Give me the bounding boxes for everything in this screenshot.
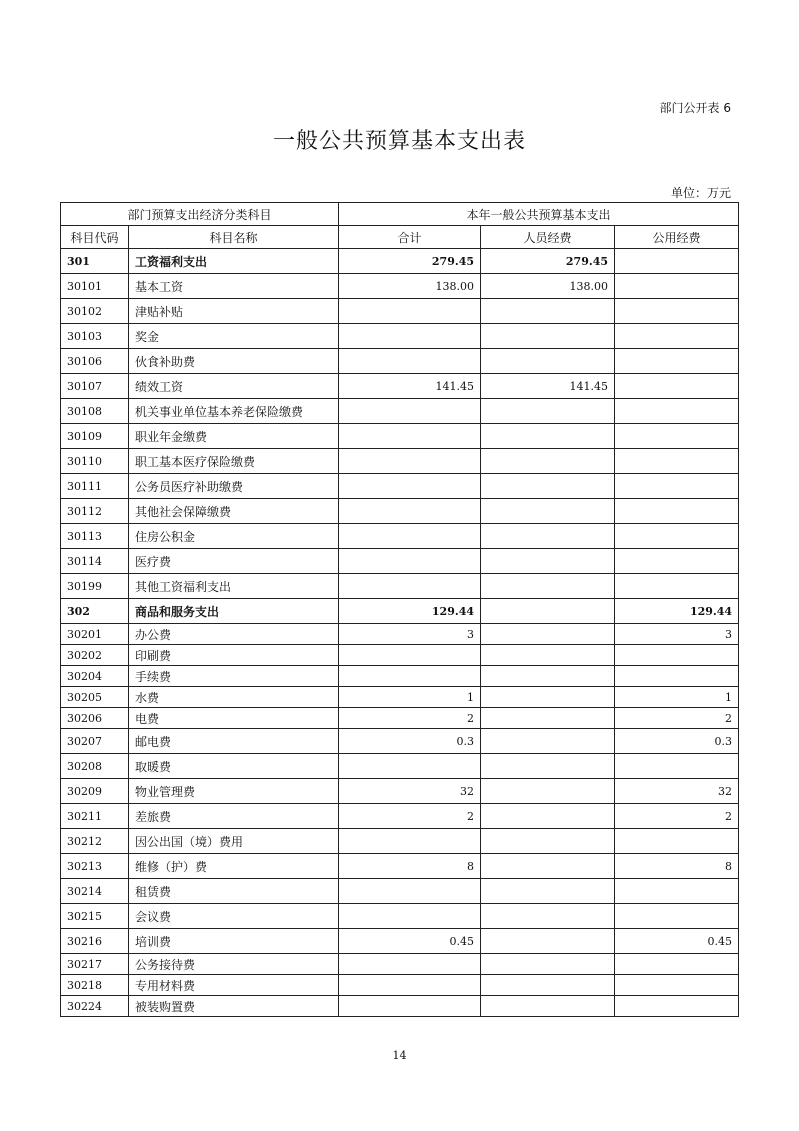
cell-personnel bbox=[481, 854, 615, 879]
cell-code: 30212 bbox=[61, 829, 129, 854]
cell-personnel bbox=[481, 829, 615, 854]
cell-total bbox=[339, 645, 481, 666]
table-row bbox=[61, 249, 739, 274]
cell-personnel bbox=[481, 424, 615, 449]
column-header-personnel: 人员经费 bbox=[481, 226, 615, 249]
cell-total bbox=[339, 904, 481, 929]
table-row bbox=[61, 879, 739, 904]
table-row bbox=[61, 708, 739, 729]
cell-name: 公务员医疗补助缴费 bbox=[129, 474, 339, 499]
group-header-classification: 部门预算支出经济分类科目 bbox=[61, 203, 339, 226]
cell-public: 1 bbox=[615, 687, 739, 708]
cell-total: 3 bbox=[339, 624, 481, 645]
cell-total bbox=[339, 299, 481, 324]
cell-public bbox=[615, 349, 739, 374]
cell-code: 30206 bbox=[61, 708, 129, 729]
cell-personnel bbox=[481, 954, 615, 975]
cell-total bbox=[339, 474, 481, 499]
cell-code: 30114 bbox=[61, 549, 129, 574]
table-row bbox=[61, 449, 739, 474]
cell-name: 津贴补贴 bbox=[129, 299, 339, 324]
cell-code: 30209 bbox=[61, 779, 129, 804]
column-header-public: 公用经费 bbox=[615, 226, 739, 249]
budget-table bbox=[60, 202, 739, 1017]
table-row bbox=[61, 779, 739, 804]
cell-total bbox=[339, 996, 481, 1017]
cell-total: 2 bbox=[339, 804, 481, 829]
table-row bbox=[61, 804, 739, 829]
cell-name: 电费 bbox=[129, 708, 339, 729]
cell-code: 30205 bbox=[61, 687, 129, 708]
cell-public bbox=[615, 399, 739, 424]
cell-name: 其他社会保障缴费 bbox=[129, 499, 339, 524]
table-row bbox=[61, 829, 739, 854]
cell-personnel bbox=[481, 624, 615, 645]
cell-code: 30109 bbox=[61, 424, 129, 449]
cell-public: 3 bbox=[615, 624, 739, 645]
cell-code: 30217 bbox=[61, 954, 129, 975]
cell-total: 32 bbox=[339, 779, 481, 804]
cell-personnel bbox=[481, 449, 615, 474]
cell-name: 基本工资 bbox=[129, 274, 339, 299]
cell-personnel bbox=[481, 708, 615, 729]
cell-name: 因公出国（境）费用 bbox=[129, 829, 339, 854]
table-row bbox=[61, 975, 739, 996]
table-row bbox=[61, 349, 739, 374]
table-row bbox=[61, 666, 739, 687]
cell-code: 30107 bbox=[61, 374, 129, 399]
cell-public bbox=[615, 549, 739, 574]
table-row bbox=[61, 399, 739, 424]
cell-code: 30208 bbox=[61, 754, 129, 779]
cell-code: 30113 bbox=[61, 524, 129, 549]
cell-public bbox=[615, 249, 739, 274]
cell-public: 8 bbox=[615, 854, 739, 879]
cell-code: 30204 bbox=[61, 666, 129, 687]
cell-code: 30218 bbox=[61, 975, 129, 996]
cell-public bbox=[615, 754, 739, 779]
cell-personnel bbox=[481, 574, 615, 599]
cell-total bbox=[339, 879, 481, 904]
cell-code: 30111 bbox=[61, 474, 129, 499]
cell-personnel bbox=[481, 804, 615, 829]
table-row bbox=[61, 549, 739, 574]
cell-personnel bbox=[481, 599, 615, 624]
cell-name: 取暖费 bbox=[129, 754, 339, 779]
cell-total: 141.45 bbox=[339, 374, 481, 399]
column-header-total: 合计 bbox=[339, 226, 481, 249]
cell-public bbox=[615, 299, 739, 324]
table-row bbox=[61, 524, 739, 549]
cell-total bbox=[339, 829, 481, 854]
cell-personnel bbox=[481, 754, 615, 779]
cell-code: 302 bbox=[61, 599, 129, 624]
cell-total bbox=[339, 449, 481, 474]
cell-personnel bbox=[481, 324, 615, 349]
cell-code: 30215 bbox=[61, 904, 129, 929]
cell-name: 办公费 bbox=[129, 624, 339, 645]
table-row bbox=[61, 854, 739, 879]
table-row bbox=[61, 904, 739, 929]
cell-personnel bbox=[481, 729, 615, 754]
cell-code: 301 bbox=[61, 249, 129, 274]
cell-public bbox=[615, 499, 739, 524]
cell-personnel bbox=[481, 299, 615, 324]
cell-total bbox=[339, 424, 481, 449]
cell-public bbox=[615, 574, 739, 599]
cell-code: 30199 bbox=[61, 574, 129, 599]
cell-personnel bbox=[481, 779, 615, 804]
table-row bbox=[61, 324, 739, 349]
cell-code: 30214 bbox=[61, 879, 129, 904]
cell-total bbox=[339, 975, 481, 996]
cell-name: 印刷费 bbox=[129, 645, 339, 666]
cell-personnel bbox=[481, 349, 615, 374]
table-row bbox=[61, 574, 739, 599]
cell-public bbox=[615, 954, 739, 975]
table-row bbox=[61, 299, 739, 324]
cell-total bbox=[339, 954, 481, 975]
page-title: 一般公共预算基本支出表 bbox=[272, 129, 526, 154]
cell-personnel bbox=[481, 929, 615, 954]
cell-code: 30103 bbox=[61, 324, 129, 349]
table-row bbox=[61, 929, 739, 954]
cell-name: 伙食补助费 bbox=[129, 349, 339, 374]
cell-personnel bbox=[481, 904, 615, 929]
table-row bbox=[61, 687, 739, 708]
cell-total bbox=[339, 399, 481, 424]
cell-total bbox=[339, 549, 481, 574]
cell-code: 30216 bbox=[61, 929, 129, 954]
cell-personnel bbox=[481, 499, 615, 524]
cell-total: 8 bbox=[339, 854, 481, 879]
cell-name: 绩效工资 bbox=[129, 374, 339, 399]
cell-personnel bbox=[481, 687, 615, 708]
cell-code: 30101 bbox=[61, 274, 129, 299]
cell-name: 商品和服务支出 bbox=[129, 599, 339, 624]
cell-total: 138.00 bbox=[339, 274, 481, 299]
table-row bbox=[61, 954, 739, 975]
cell-public: 32 bbox=[615, 779, 739, 804]
cell-total bbox=[339, 524, 481, 549]
form-number: 部门公开表 6 bbox=[659, 101, 731, 115]
table-body bbox=[61, 249, 739, 1017]
cell-name: 培训费 bbox=[129, 929, 339, 954]
cell-total bbox=[339, 754, 481, 779]
cell-personnel bbox=[481, 399, 615, 424]
cell-code: 30108 bbox=[61, 399, 129, 424]
cell-public bbox=[615, 274, 739, 299]
page-number: 14 bbox=[392, 1049, 407, 1062]
group-header-row bbox=[61, 203, 739, 226]
cell-personnel: 279.45 bbox=[481, 249, 615, 274]
cell-public bbox=[615, 374, 739, 399]
cell-total: 129.44 bbox=[339, 599, 481, 624]
cell-public: 129.44 bbox=[615, 599, 739, 624]
table-row bbox=[61, 474, 739, 499]
cell-public bbox=[615, 524, 739, 549]
cell-personnel bbox=[481, 524, 615, 549]
cell-name: 职工基本医疗保险缴费 bbox=[129, 449, 339, 474]
cell-public bbox=[615, 975, 739, 996]
cell-code: 30213 bbox=[61, 854, 129, 879]
table-row bbox=[61, 424, 739, 449]
table-row bbox=[61, 645, 739, 666]
cell-name: 医疗费 bbox=[129, 549, 339, 574]
cell-name: 机关事业单位基本养老保险缴费 bbox=[129, 399, 339, 424]
cell-code: 30207 bbox=[61, 729, 129, 754]
cell-public bbox=[615, 449, 739, 474]
cell-name: 职业年金缴费 bbox=[129, 424, 339, 449]
cell-personnel bbox=[481, 645, 615, 666]
cell-code: 30112 bbox=[61, 499, 129, 524]
cell-public bbox=[615, 829, 739, 854]
cell-name: 住房公积金 bbox=[129, 524, 339, 549]
cell-name: 公务接待费 bbox=[129, 954, 339, 975]
cell-personnel bbox=[481, 975, 615, 996]
cell-code: 30106 bbox=[61, 349, 129, 374]
cell-name: 维修（护）费 bbox=[129, 854, 339, 879]
cell-public: 0.3 bbox=[615, 729, 739, 754]
cell-public bbox=[615, 645, 739, 666]
cell-name: 工资福利支出 bbox=[129, 249, 339, 274]
unit-label: 单位：万元 bbox=[670, 186, 731, 200]
cell-public: 2 bbox=[615, 708, 739, 729]
cell-name: 水费 bbox=[129, 687, 339, 708]
table-row bbox=[61, 499, 739, 524]
cell-name: 会议费 bbox=[129, 904, 339, 929]
table-row bbox=[61, 374, 739, 399]
cell-name: 专用材料费 bbox=[129, 975, 339, 996]
cell-name: 物业管理费 bbox=[129, 779, 339, 804]
cell-name: 租赁费 bbox=[129, 879, 339, 904]
cell-total bbox=[339, 349, 481, 374]
cell-total: 1 bbox=[339, 687, 481, 708]
group-header-expenditure: 本年一般公共预算基本支出 bbox=[339, 203, 739, 226]
table-row bbox=[61, 599, 739, 624]
cell-personnel bbox=[481, 996, 615, 1017]
column-header-row bbox=[61, 226, 739, 249]
table-row bbox=[61, 624, 739, 645]
column-header-code: 科目代码 bbox=[61, 226, 129, 249]
cell-public bbox=[615, 666, 739, 687]
cell-total bbox=[339, 324, 481, 349]
cell-personnel bbox=[481, 666, 615, 687]
cell-public: 2 bbox=[615, 804, 739, 829]
cell-public bbox=[615, 474, 739, 499]
cell-code: 30102 bbox=[61, 299, 129, 324]
cell-name: 手续费 bbox=[129, 666, 339, 687]
cell-code: 30224 bbox=[61, 996, 129, 1017]
cell-total: 0.3 bbox=[339, 729, 481, 754]
table-row bbox=[61, 996, 739, 1017]
column-header-name: 科目名称 bbox=[129, 226, 339, 249]
cell-public bbox=[615, 424, 739, 449]
cell-total bbox=[339, 666, 481, 687]
cell-name: 被装购置费 bbox=[129, 996, 339, 1017]
cell-total bbox=[339, 574, 481, 599]
cell-code: 30201 bbox=[61, 624, 129, 645]
cell-personnel bbox=[481, 879, 615, 904]
cell-code: 30110 bbox=[61, 449, 129, 474]
cell-personnel: 138.00 bbox=[481, 274, 615, 299]
cell-public bbox=[615, 324, 739, 349]
cell-public bbox=[615, 879, 739, 904]
cell-total bbox=[339, 499, 481, 524]
cell-code: 30202 bbox=[61, 645, 129, 666]
cell-name: 其他工资福利支出 bbox=[129, 574, 339, 599]
cell-code: 30211 bbox=[61, 804, 129, 829]
cell-personnel bbox=[481, 549, 615, 574]
cell-public bbox=[615, 904, 739, 929]
cell-name: 奖金 bbox=[129, 324, 339, 349]
cell-total: 0.45 bbox=[339, 929, 481, 954]
cell-total: 279.45 bbox=[339, 249, 481, 274]
cell-public: 0.45 bbox=[615, 929, 739, 954]
cell-name: 邮电费 bbox=[129, 729, 339, 754]
table-row bbox=[61, 729, 739, 754]
cell-total: 2 bbox=[339, 708, 481, 729]
cell-public bbox=[615, 996, 739, 1017]
table-row bbox=[61, 754, 739, 779]
cell-personnel bbox=[481, 474, 615, 499]
cell-personnel: 141.45 bbox=[481, 374, 615, 399]
table-row bbox=[61, 274, 739, 299]
cell-name: 差旅费 bbox=[129, 804, 339, 829]
